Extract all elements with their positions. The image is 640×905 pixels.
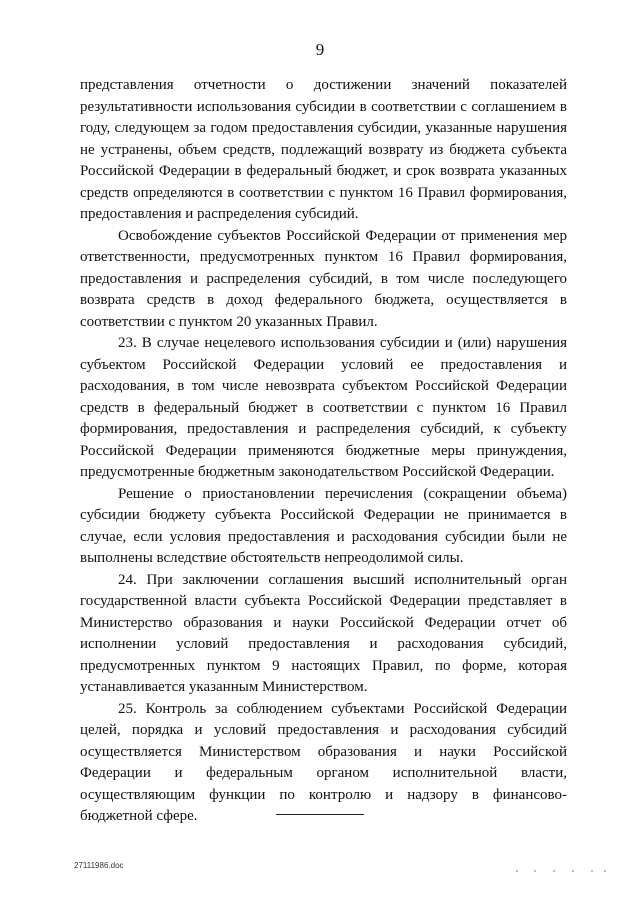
paragraph-continuation: представления отчетности о достижении значений показателей результативности использования субсидии в соответствии с соглашением в году, следующем за годом предоставления субсидии, указанные нарушения не устранены, объем средств, подлежащий возврату из бюджета субъекта Российской Федерации в федеральный бюджет, и срок возврата указанных средств определяются в соответствии с пунктом 16 Правил формирования, предоставления и распределения субсидий.: [80, 77, 567, 222]
scan-artifact-marks: [514, 866, 608, 876]
paragraph-clause-24: 24. При заключении соглашения высший исполнительный орган государственной власти субъекта Российской Федерации представляет в Министерство образования и науки Российской Федерации отчет об исполнении условий предоставления и расходования субсидий, предусмотренных пунктом 9 настоящих Правил, по форме, которая устанавливается указанным Министерством.: [80, 571, 567, 695]
paragraph-clause-25: 25. Контроль за соблюдением субъектами Российской Федерации целей, порядка и условий предоставления и расходования субсидий осуществляется Министерством образования и науки Российской Федерации и федеральным органом исполнительной власти, осуществляющим функции по контролю и надзору в финансово-бюджетной сфере.: [80, 700, 567, 824]
paragraph-clause-23: 23. В случае нецелевого использования субсидии и (или) нарушения субъектом Российской Федерации условий ее предоставления и расходования, в том числе невозврата субъектом Российской Федерации средств в федеральный бюджет в соответствии с пунктом 16 Правил формирования, предоставления и распределения субсидий, к субъекту Российской Федерации применяются бюджетные меры принуждения, предусмотренные бюджетным законодательством Российской Федерации.: [80, 335, 567, 480]
paragraph-exemption: Освобождение субъектов Российской Федерации от применения мер ответственности, предусмотренных пунктом 16 Правил формирования, предоставления и распределения субсидий, в том числе последующего возврата средств в доход федерального бюджета, осуществляется в соответствии с пунктом 20 указанных Правил.: [80, 227, 567, 330]
footer-file-name: 27111986.doc: [74, 861, 124, 870]
end-rule: [276, 814, 364, 815]
page-number: 9: [315, 40, 325, 59]
document-body: [80, 75, 567, 828]
paragraph-suspension-decision: Решение о приостановлении перечисления (сокращении объема) субсидии бюджету субъекта Российской Федерации не принимается в случае, если условия предоставления и расходования субсидии были не выполнены вследствие обстоятельств непреодолимой силы.: [80, 485, 567, 566]
